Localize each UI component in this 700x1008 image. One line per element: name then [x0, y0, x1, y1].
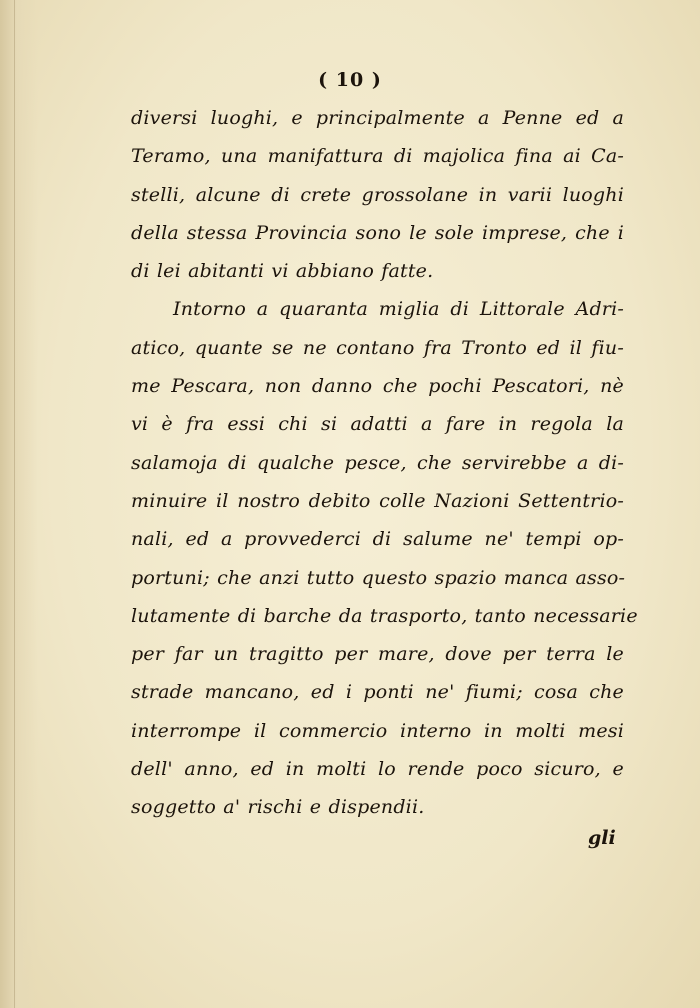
text-line: nali, ed a provvederci di salume ne' tempi op- [131, 528, 624, 551]
binding-gutter-line [14, 0, 15, 1008]
text-line: di lei abitanti vi abbiano fatte. [131, 260, 434, 283]
text-line: per far un tragitto per mare, dove per terra le [131, 643, 624, 666]
text-line: della stessa Provincia sono le sole imprese, che i [131, 221, 624, 244]
text-line: vi è fra essi chi si adatti a fare in regola la [131, 413, 624, 436]
text-line-paragraph-start: Intorno a quaranta miglia di Littorale Adri- [173, 298, 624, 321]
text-line: portuni; che anzi tutto questo spazio manca asso- [131, 566, 626, 589]
text-line: stelli, alcune di crete grossolane in varii luoghi [131, 183, 624, 206]
text-line: atico, quante se ne contano fra Tronto ed il fiu- [131, 336, 624, 359]
text-line: soggetto a' rischi e dispendii. [131, 796, 425, 819]
page-number: ( 10 ) [318, 69, 382, 91]
text-line: dell' anno, ed in molti lo rende poco sicuro, e [131, 758, 624, 781]
text-line: lutamente di barche da trasporto, tanto necessarie [131, 604, 638, 627]
binding-gutter-shadow [0, 0, 38, 1008]
text-line: minuire il nostro debito colle Nazioni Settentrio- [131, 489, 624, 512]
text-line: Teramo, una manifattura di majolica fina ai Ca- [131, 145, 624, 168]
text-line: strade mancano, ed i ponti ne' fiumi; cosa che [131, 681, 624, 704]
text-line: interrompe il commercio interno in molti mesi [131, 719, 624, 742]
text-line: salamoja di qualche pesce, che servirebbe a di- [131, 451, 624, 474]
text-line: me Pescara, non danno che pochi Pescatori, nè [131, 375, 624, 398]
catchword: gli [588, 827, 616, 849]
body-text [131, 99, 638, 827]
text-line: diversi luoghi, e principalmente a Penne ed a [131, 107, 624, 129]
